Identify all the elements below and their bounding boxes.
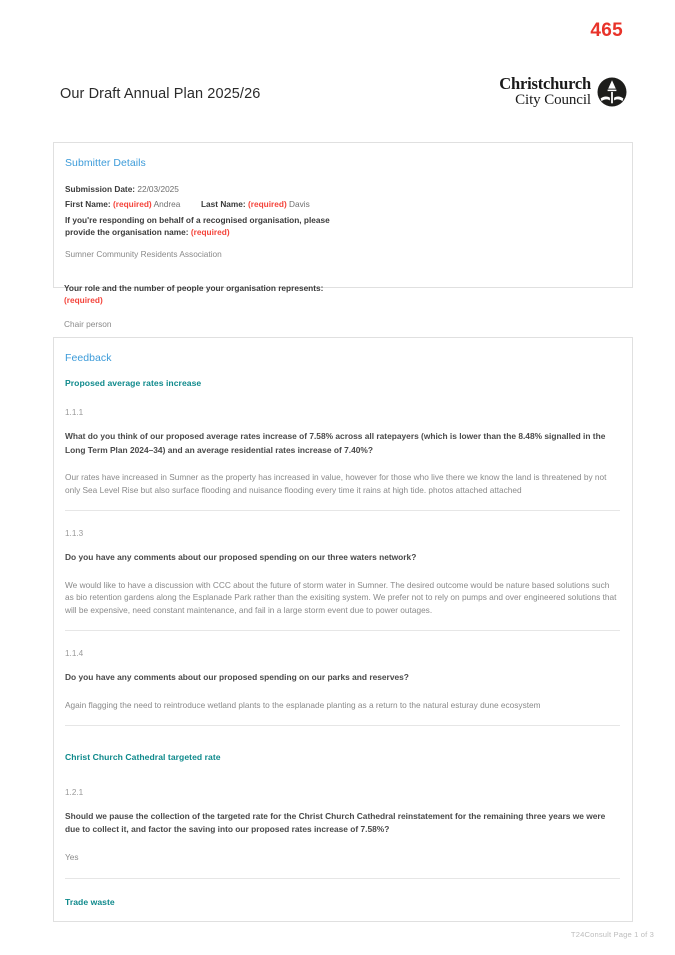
field-submission-date [65, 183, 620, 195]
first-name-required-marker: (required) [112, 199, 152, 210]
christchurch-city-council-logo [499, 76, 627, 108]
question-block-1-1-1 [65, 408, 620, 511]
first-name-label: First Name: [65, 199, 111, 210]
field-names [65, 198, 620, 210]
feedback-content [54, 338, 632, 907]
topic-heading-trade-waste: Trade waste [65, 896, 115, 907]
role-label: Your role and the number of people your organisation represents: [64, 283, 324, 293]
topic-spacer [65, 726, 620, 752]
feedback-heading: Feedback [65, 352, 112, 364]
question-block-1-2-1 [65, 788, 620, 879]
last-name-label: Last Name: [200, 199, 246, 210]
field-role-label [64, 282, 364, 307]
page-footer: T24Consult Page 1 of 3 [570, 930, 654, 939]
council-crest-icon [597, 77, 627, 107]
submitter-details-panel [53, 142, 633, 288]
question-number: 1.1.3 [65, 528, 84, 538]
first-name-value: Andrea [153, 199, 181, 210]
topic-heading-proposed-average-rates-increase: Proposed average rates increase [65, 378, 202, 388]
block-spacer [65, 879, 620, 897]
submission-stamp-number: 465 [590, 20, 623, 41]
question-number: 1.1.4 [65, 649, 84, 659]
last-name-value: Davis [289, 199, 310, 210]
submitter-details-content [54, 143, 632, 261]
question-number: 1.1.1 [65, 408, 84, 417]
logo-line-city-council: City Council [515, 91, 591, 108]
question-number: 1.2.1 [65, 787, 84, 797]
document-header [60, 76, 627, 124]
question-block-1-1-4 [65, 649, 620, 725]
block-spacer [65, 511, 620, 529]
organisation-required-marker: (required) [190, 227, 230, 238]
block-spacer [65, 631, 620, 649]
question-text: Should we pause the collection of the targeted rate for the Christ Church Cathedral reinstatement for the remaining three years we were due to collect it, and factor the saving into our proposed rates increase of 7.58%? [65, 810, 606, 835]
submission-date-value: 22/03/2025 [137, 184, 179, 194]
submission-date-label: Submission Date: [65, 184, 136, 194]
role-required-marker: (required) [64, 295, 103, 306]
organisation-label: If you're responding on behalf of a recognised organisation, please provide the organisation name: [65, 214, 330, 238]
question-text: Do you have any comments about our proposed spending on our parks and reserves? [65, 672, 409, 683]
field-organisation-label [65, 214, 355, 239]
role-value: Chair person [64, 319, 112, 329]
answer-text: Again flagging the need to reintroduce wetland plants to the esplanade planting as a return to the natural esturay dune ecosystem [65, 699, 541, 710]
submitter-details-heading: Submitter Details [65, 157, 146, 169]
last-name-required-marker: (required) [248, 199, 287, 210]
organisation-value: Sumner Community Residents Association [65, 248, 222, 259]
answer-text: We would like to have a discussion with CCC about the future of storm water in Sumner. The desired outcome would be nature based solutions such as bio retention gardens along the Esplanade Park rather than the exisiting system. We prefer not to rely on pumps and over engineered solutions that will be expensive, need constant maintenance, and fail in a large storm event due to power outages. [65, 579, 617, 616]
answer-text: Yes [65, 851, 79, 862]
logo-line-christchurch: Christchurch [499, 74, 591, 93]
question-text: Do you have any comments about our proposed spending on our three waters network? [65, 551, 417, 562]
answer-text: Our rates have increased in Sumner as the property has increased in value, however for those who live there we know the land is threatened by not only Sea Level Rise but also surface flooding and nuisance flooding every time it rains at high tide. photos attached attached [65, 472, 607, 496]
question-block-1-1-3 [65, 529, 620, 631]
topic-heading-christ-church-cathedral-targeted-rate: Christ Church Cathedral targeted rate [65, 751, 221, 762]
logo-text [499, 76, 591, 108]
question-text: What do you think of our proposed average rates increase of 7.58% across all ratepayers (which is lower than the 8.48% signalled in the Long Term Plan 2024–34) and an average residential rates increase of 7.40%? [65, 431, 606, 455]
page-title: Our Draft Annual Plan 2025/26 [60, 86, 261, 102]
feedback-panel [53, 337, 633, 922]
